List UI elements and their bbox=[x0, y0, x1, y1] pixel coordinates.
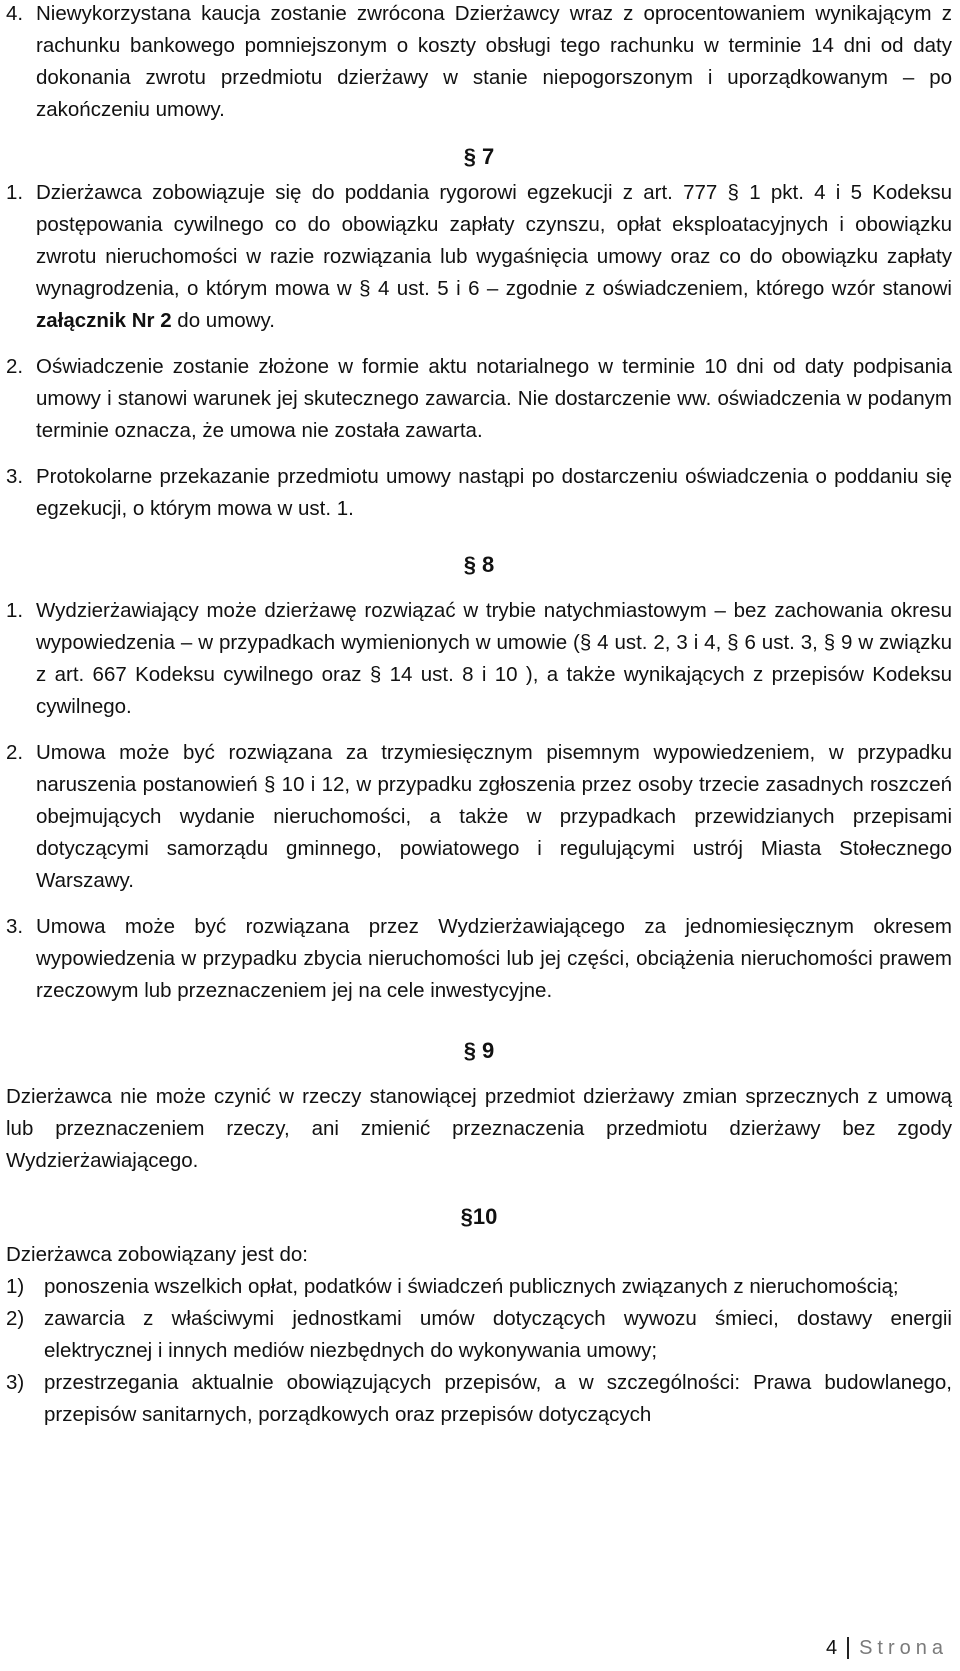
section-7-paragraph-1 bbox=[6, 177, 952, 337]
page-label: Strona bbox=[859, 1637, 948, 1659]
list-item-number: 3) bbox=[6, 1371, 25, 1394]
section-8-paragraph-2 bbox=[6, 737, 952, 897]
paragraph-text: Niewykorzystana kaucja zostanie zwrócona Dzierżawcy wraz z oprocentowaniem wynikającym z rachunku bankowego pomniejszonym o koszty obsługi tego rachunku w terminie 14 dni od daty dokonania zwrotu przedmiotu dzierżawy w stanie niepogorszonym i uporządkowanym – po zakończeniu umowy. bbox=[36, 2, 952, 121]
list-item bbox=[6, 1367, 952, 1431]
footer-divider bbox=[847, 1637, 849, 1659]
paragraph-number: 1. bbox=[6, 599, 24, 622]
paragraph-text: Wydzierżawiający może dzierżawę rozwiązać w trybie natychmiastowym – bez zachowania okresu wypowiedzenia – w przypadkach wymienionych w umowie (§ 4 ust. 2, 3 i 4, § 6 ust. 3, § 9 w związku z art. 667 Kodeksu cywilnego oraz § 14 ust. 8 i 10 ), a także wynikających z przepisów Kodeksu cywilnego. bbox=[36, 599, 952, 718]
section-8-heading: § 8 bbox=[463, 552, 495, 577]
paragraph-number: 4. bbox=[6, 2, 24, 25]
list-item-number: 2) bbox=[6, 1307, 25, 1330]
paragraph-number: 2. bbox=[6, 355, 24, 378]
section-7-paragraph-2 bbox=[6, 351, 952, 447]
paragraph-text: Umowa może być rozwiązana za trzymiesięcznym pisemnym wypowiedzeniem, w przypadku naruszenia postanowień § 10 i 12, w przypadku zgłoszenia przez osoby trzecie zasadnych roszczeń obejmujących wydanie nieruchomości, a także w przypadkach przewidzianych przepisami dotyczącymi samorządu gminnego, powiatowego i regulującymi ustrój Miasta Stołecznego Warszawy. bbox=[36, 741, 952, 892]
paragraph-number: 3. bbox=[6, 915, 24, 938]
section-7-paragraph-3 bbox=[6, 461, 952, 525]
document-page bbox=[6, 0, 952, 1431]
paragraph-text: Dzierżawca zobowiązuje się do poddania rygorowi egzekucji z art. 777 § 1 pkt. 4 i 5 Kodeksu postępowania cywilnego co do obowiązku zapłaty czynszu, opłat eksploatacyjnych i obowiązku zwrotu nieruchomości w razie rozwiązania lub wygaśnięcia umowy oraz co do obowiązku zapłaty wynagrodzenia, o którym mowa w § 4 ust. 5 i 6 – zgodnie z oświadczeniem, którego wzór stanowi bbox=[36, 181, 952, 300]
section-7-heading: § 7 bbox=[463, 144, 495, 169]
paragraph-4-continued bbox=[6, 0, 952, 126]
list-item-text: przestrzegania aktualnie obowiązujących przepisów, a w szczególności: Prawa budowlanego, przepisów sanitarnych, porządkowych oraz przepisów dotyczących bbox=[44, 1371, 952, 1426]
paragraph-text-end: do umowy. bbox=[177, 309, 275, 332]
list-item-number: 1) bbox=[6, 1275, 25, 1298]
paragraph-number: 1. bbox=[6, 181, 24, 204]
obligations-list bbox=[6, 1271, 952, 1431]
paragraph-number: 3. bbox=[6, 465, 24, 488]
section-8-paragraph-1 bbox=[6, 595, 952, 723]
list-item bbox=[6, 1271, 952, 1303]
list-item bbox=[6, 1303, 952, 1367]
paragraph-text: Oświadczenie zostanie złożone w formie aktu notarialnego w terminie 10 dni od daty podpisania umowy i stanowi warunek jej skutecznego zawarcia. Nie dostarczenie ww. oświadczenia w podanym terminie oznacza, że umowa nie została zawarta. bbox=[36, 355, 952, 442]
section-8-paragraph-3 bbox=[6, 911, 952, 1007]
list-item-text: ponoszenia wszelkich opłat, podatków i świadczeń publicznych związanych z nieruchomością; bbox=[44, 1275, 899, 1298]
paragraph-number: 2. bbox=[6, 741, 24, 764]
section-10-intro: Dzierżawca zobowiązany jest do: bbox=[6, 1243, 308, 1266]
list-item-text: zawarcia z właściwymi jednostkami umów dotyczących wywozu śmieci, dostawy energii elektrycznej i innych mediów niezbędnych do wykonywania umowy; bbox=[44, 1307, 952, 1362]
section-9-text: Dzierżawca nie może czynić w rzeczy stanowiącej przedmiot dzierżawy zmian sprzecznych z umową lub przeznaczeniem rzeczy, ani zmienić przeznaczenia przedmiotu dzierżawy bez zgody Wydzierżawiającego. bbox=[6, 1085, 952, 1172]
page-footer bbox=[826, 1634, 948, 1662]
section-9-heading: § 9 bbox=[463, 1038, 495, 1063]
attachment-reference: załącznik Nr 2 bbox=[36, 309, 172, 332]
paragraph-text: Protokolarne przekazanie przedmiotu umowy nastąpi po dostarczeniu oświadczenia o poddaniu się egzekucji, o którym mowa w ust. 1. bbox=[36, 465, 952, 520]
paragraph-text: Umowa może być rozwiązana przez Wydzierżawiającego za jednomiesięcznym okresem wypowiedzenia w przypadku zbycia nieruchomości lub jej części, obciążenia nieruchomości prawem rzeczowym lub przeznaczeniem jej na cele inwestycyjne. bbox=[36, 915, 952, 1002]
section-10-heading: §10 bbox=[460, 1204, 498, 1229]
page-number: 4 bbox=[825, 1637, 838, 1659]
